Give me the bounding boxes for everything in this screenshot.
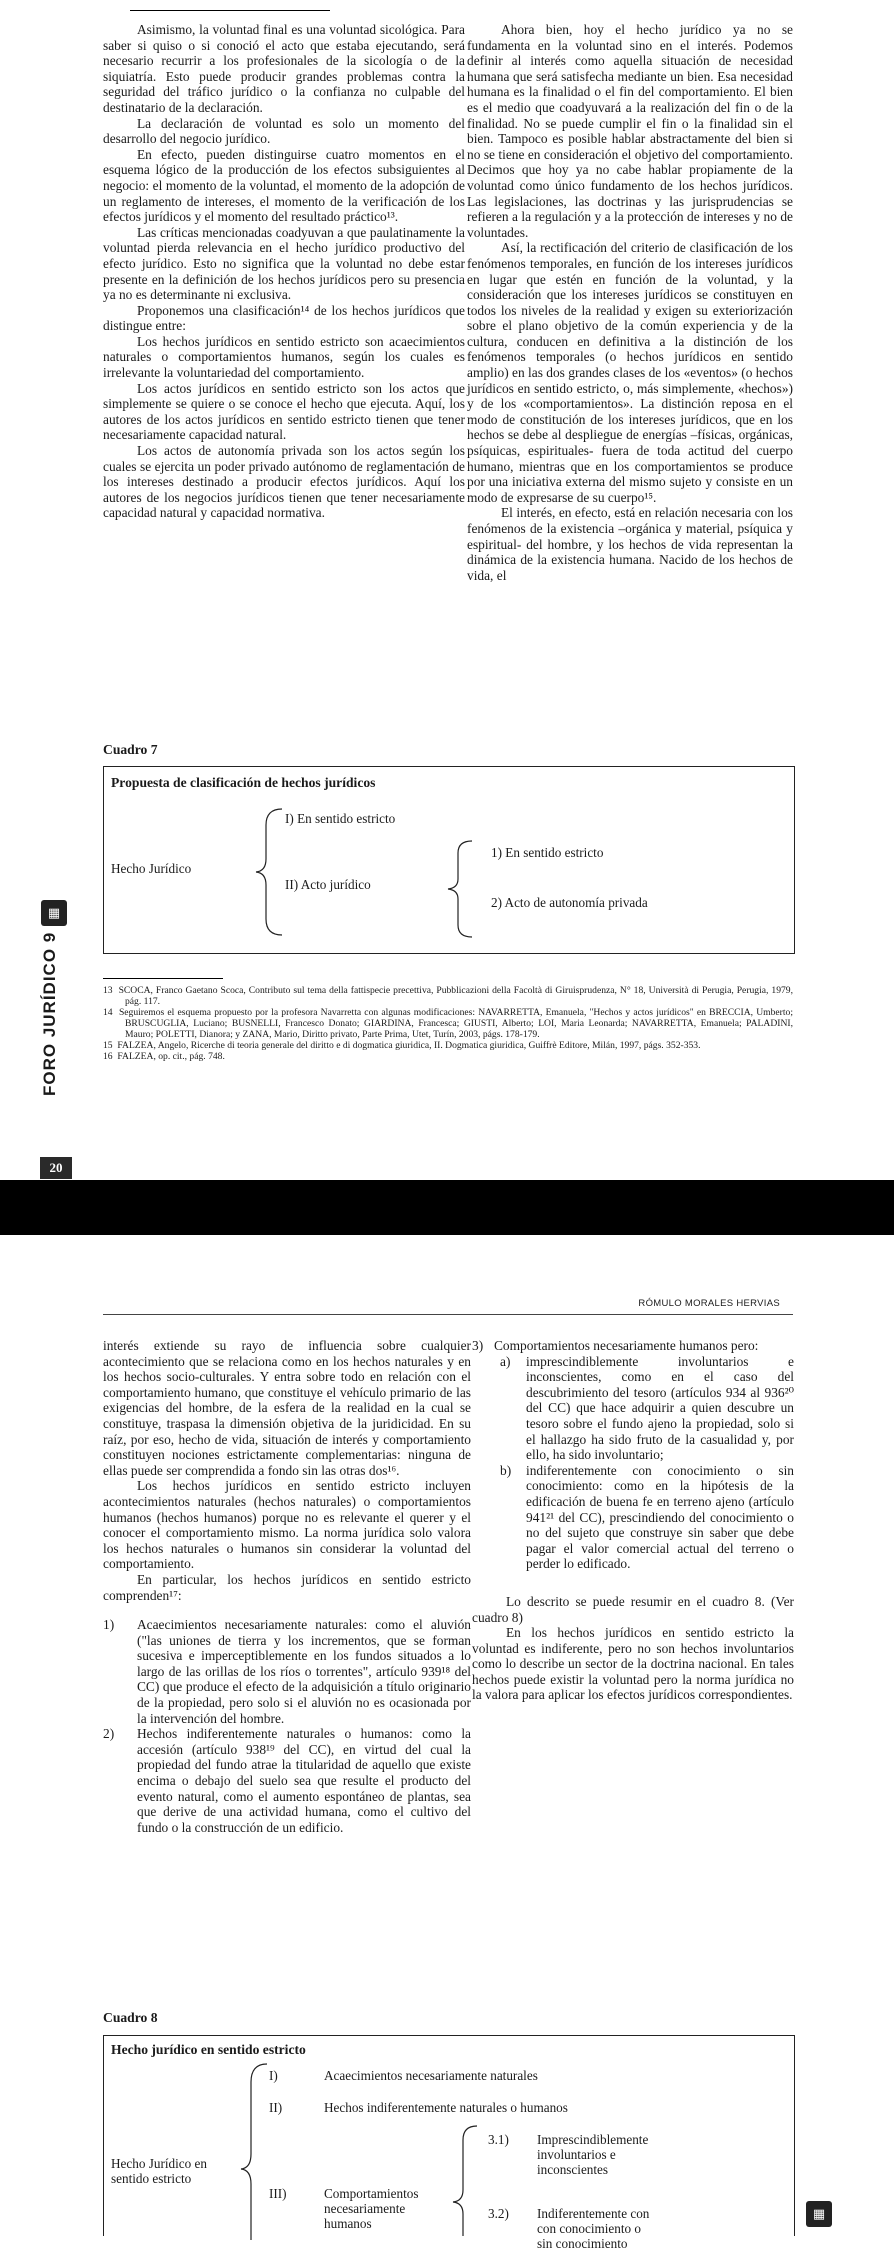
journal-logo-icon: ▦ [806, 2201, 832, 2227]
paragraph: El interés, en efecto, está en relación necesaria con los fenómenos de la existencia –orgánica y material, psíquica y espiritual- del hombre, y los hechos de vida representan la dinámica de la existencia humana. Nacido de los hechos de vida, el [467, 505, 793, 583]
paragraph: Así, la rectificación del criterio de clasificación de los fenómenos temporales, en función de los intereses jurídicos en lugar que estén en función de la voluntad, y la consideración que los intereses jurídicos se constituyen en todos los niveles de la realidad y exigen su exteriorización sobre el plano objetivo de la común experiencia y de la cultura, conducen en definitiva a la distinción de los fenómenos temporales (o hechos jurídicos en sentido amplio) en las dos grandes clases de los «eventos» (o hechos jurídicos en sentido estricto, o, más simplemente, «hechos») y de los «comportamientos». La distinción reposa en el modo de constitución de los intereses jurídicos, que en los hechos se debe al despliegue de energías –físicas, orgánicas, psíquicas, espirituales- fuera de toda actitud del cuerpo humano, mientras que en los comportamientos se produce por una iniciativa externa del mismo sujeto y consiste en un modo de expresarse de su cuerpo¹⁵. [467, 240, 793, 505]
list-item: 3) Comportamientos necesariamente humanos pero: [472, 1338, 759, 1353]
diagram-item-iii: Comportamientos necesariamente humanos [324, 2186, 419, 2231]
diagram-root: Hecho Jurídico en sentido estricto [111, 2156, 207, 2186]
left-column [103, 22, 465, 521]
footnotes [103, 985, 793, 1062]
numbered-list [103, 1617, 471, 1835]
list-item: 1) Acaecimientos necesariamente naturales: como el aluvión ("las uniones de tierra y los incrementos, que se forman sucesiva e imperceptiblemente en los fundos situados a lo largo de las orillas de los ríos o torrentes", artículo 939¹⁸ del CC) que produce el efecto de la adquisición a título originario de la propiedad, pero solo si el aluvión no es ocasionada por la intervención del hombre. [103, 1617, 471, 1726]
list-item: 2) Hechos indiferentemente naturales o humanos: como la accesión (artículo 938¹⁹ del CC), en virtud del cual la propiedad del fundo atrae la titularidad de aquello que existe encima o debajo del suelo sea que resulte el producto del evento natural, como el aumento espontáneo de plantas, sea que derive de una actividad humana, como el cultivo del fundo o la construcción de un edificio. [103, 1726, 471, 1835]
diagram-item-ii-num: II) [269, 2100, 283, 2115]
brace-left [239, 2062, 269, 2242]
cuadro-8-label: Cuadro 8 [103, 2010, 158, 2025]
diagram-item-i: Acaecimientos necesariamente naturales [324, 2068, 538, 2083]
diagram-sub-1: 1) En sentido estricto [491, 845, 604, 860]
cuadro-8-box [103, 2035, 795, 2251]
left-column [103, 1338, 471, 1835]
paragraph: Las críticas mencionadas coadyuvan a que paulatinamente la voluntad pierda relevancia en el hecho jurídico productivo del efecto jurídico. Esto no significa que la voluntad no debe estar presente en la definición de los hechos jurídicos pero su presencia ya no es determinante ni exclusiva. [103, 224, 465, 303]
footnote-15: 15 FALZEA, Angelo, Ricerche di teoria generale del diritto e di dogmatica giuridica, II. Dogmatica giuridica, Guiffrè Editore, Milán, 1997, págs. 352-353. [103, 1040, 701, 1051]
brace-right [444, 839, 474, 939]
right-column [472, 1338, 794, 1703]
page-separator [0, 1180, 894, 1235]
diagram-branch-2: II) Acto jurídico [285, 877, 371, 892]
top-rule [130, 10, 330, 11]
diagram-sub-31: Imprescindiblemente involuntarios e inconscientes [537, 2132, 649, 2177]
journal-logo-icon: ▦ [41, 900, 67, 926]
paragraph: Proponemos una clasificación¹⁴ de los hechos jurídicos que distingue entre: [103, 302, 465, 334]
paragraph: En los hechos jurídicos en sentido estricto la voluntad es indiferente, pero no son hechos involuntarios como lo describe un sector de la doctrina nacional. En tales hechos puede existir la voluntad pero la norma jurídica no la valora para aplicar los efectos jurídicos correspondientes. [472, 1625, 794, 1703]
paragraph: Los actos de autonomía privada son los actos según los cuales se ejercita un poder privado autónomo de reglamentación de los intereses destinado a producir efectos jurídicos. Aquí los autores de los negocios jurídicos tienen que tener necesariamente capacidad natural y capacidad normativa. [103, 443, 465, 521]
sub-list-item: a) imprescindiblemente involuntarios e inconscientes, como en el caso del descubrimiento del tesoro (artículos 934 al 936²⁰ del CC) que hace adquirir a quien descubre un tesoro sobre el fundo ajeno la propiedad, solo si el hallazgo ha sido fruto de la casualidad y, por ello, ha sido involuntario; [500, 1353, 794, 1463]
diagram-item-i-num: I) [269, 2068, 278, 2083]
diagram-item-ii: Hechos indiferentemente naturales o humanos [324, 2100, 568, 2115]
paragraph: Los actos jurídicos en sentido estricto son los actos que simplemente se quiere o se conoce el hecho que ejecuta. Aquí, los autores de los actos jurídicos en sentido estricto tienen que tener necesariamente capacidad natural. [103, 380, 465, 443]
brace-left [254, 807, 284, 937]
diagram-item-iii-num: III) [269, 2186, 287, 2201]
footnote-rule [103, 978, 223, 979]
paragraph: Ahora bien, hoy el hecho jurídico ya no se fundamenta en la voluntad sino en el interés. Podemos definir al interés como aquella situación de necesidad humana que será satisfecha mediante un bien. Esa necesidad humana es la finalidad o el fin del comportamiento. El bien es el medio que coadyuvará a la realización del fin o de la finalidad. No se puede cumplir el fin o la finalidad sin el bien. Tampoco es posible hablar abstractamente del bien si no se tiene en consideración el objetivo del comportamiento. Decimos que hoy ya no cabe hablar propiamente de la voluntad como único fundamento de los hechos jurídicos. Las legislaciones, las doctrinas y las jurisprudencias se refieren a la regulación y a la protección de intereses y no de voluntades. [467, 22, 793, 240]
paragraph: interés extiende su rayo de influencia sobre cualquier acontecimiento que se relaciona como en los hechos naturales y en los hechos socio-culturales. Y entra sobre todo en relación con el comportamiento humano, que constituye el vehículo primario de las exigencias del hombre, de la esfera de la realidad en la cual se constituye, traspasa la dimensión objetiva de la juridicidad. En su raíz, por eso, hecho de vida, situación de interés y comportamiento constituyen nociones estrictamente complementarias: ninguna de ellas puede ser comprendida a fondo sin las otras dos¹⁶. [103, 1338, 471, 1478]
footnote-16: 16 FALZEA, op. cit., pág. 748. [103, 1051, 225, 1062]
header-rule [103, 1314, 793, 1315]
brace-right [449, 2124, 479, 2236]
side-title: FORO JURÍDICO 9 [40, 931, 59, 1096]
cuadro-8-title: Hecho jurídico en sentido estricto [111, 2042, 306, 2057]
footnote-13: 13 SCOCA, Franco Gaetano Scoca, Contributo sul tema della fattispecie precettiva, Pubblicazioni della Facoltà di Giruisprudenza, N° 18, Università di Perugia, Perugia, 1979, pág. 117. [103, 985, 793, 1007]
cuadro-7-label: Cuadro 7 [103, 742, 158, 757]
page-21 [0, 1235, 894, 2251]
diagram-branch-1: I) En sentido estricto [285, 811, 396, 826]
cuadro-7-title: Propuesta de clasificación de hechos jurídicos [111, 775, 376, 790]
paragraph: Los hechos jurídicos en sentido estricto son acaecimientos naturales o comportamientos humanos, según los cuales es irrelevante la voluntariedad del comportamiento. [103, 333, 465, 381]
sub-list-item: b) indiferentemente con conocimiento o sin conocimiento: como en la hipótesis de la edificación de buena fe en terreno ajeno (artículo 941²¹ del CC), prescindiendo del conocimiento o no del sujeto que construye sin saber que debe pagar el valor comercial actual del terreno o perder lo edificado. [500, 1462, 794, 1572]
paragraph: Los hechos jurídicos en sentido estricto incluyen acontecimientos naturales (hechos naturales) o comportamientos humanos (hechos humanos) porque no es relevante el querer y el conocer el comportamiento mismo. La norma jurídica solo valora los hechos naturales o humanos sin considerar la voluntad del comportamiento. [103, 1478, 471, 1572]
diagram-sub-2: 2) Acto de autonomía privada [491, 895, 648, 910]
footnote-14: 14 Seguiremos el esquema propuesto por la profesora Navarretta con algunas modificaciones: NAVARRETTA, Emanuela, "Hechos y actos jurídicos" en BRECCIA, Umberto; BRUSCUGLIA, Luciano; BUSNELLI, Francesco Donato; GIARDINA, Francesca; GIUSTI, Alberto; LOI, Maria Leonarda; NAVARRETTA, Emanuela; PALADINI, Mauro; POLETTI, Dianora; y ZANA, Mario, Diritto privato, Parte Prima, Utet, Turín, 2003, págs. 178-179. [103, 1007, 793, 1040]
paragraph: Lo descrito se puede resumir en el cuadro 8. (Ver cuadro 8) [472, 1593, 794, 1625]
cuadro-7-box [103, 766, 795, 954]
paragraph: Asimismo, la voluntad final es una voluntad sicológica. Para saber si quiso o si conoció el acto que estaba ejecutando, será necesario recurrir a los profesionales de la sicología o de la siquiatría. Esto puede producir grandes problemas contra la seguridad del tráfico jurídico o la confianza no culpable del destinatario de la declaración. [103, 22, 465, 115]
diagram-sub-32-num: 3.2) [488, 2206, 509, 2221]
running-head: RÓMULO MORALES HERVIAS [638, 1298, 780, 1309]
paragraph: En particular, los hechos jurídicos en sentido estricto comprenden¹⁷: [103, 1571, 471, 1603]
page-number: 20 [40, 1157, 72, 1179]
paragraph: La declaración de voluntad es solo un momento del desarrollo del negocio jurídico. [103, 115, 465, 147]
diagram-sub-32: Indiferentemente con con conocimiento o sin conocimiento [537, 2206, 650, 2251]
diagram-sub-31-num: 3.1) [488, 2132, 509, 2147]
right-column [467, 22, 793, 583]
diagram-root: Hecho Jurídico [111, 861, 192, 876]
paragraph: En efecto, pueden distinguirse cuatro momentos en el esquema lógico de la producción de los efectos subsiguientes al negocio: el momento de la voluntad, el momento de la adopción de un reglamento de intereses, el momento de la verificación de los efectos jurídicos y el momento del resultado práctico¹³. [103, 146, 465, 225]
